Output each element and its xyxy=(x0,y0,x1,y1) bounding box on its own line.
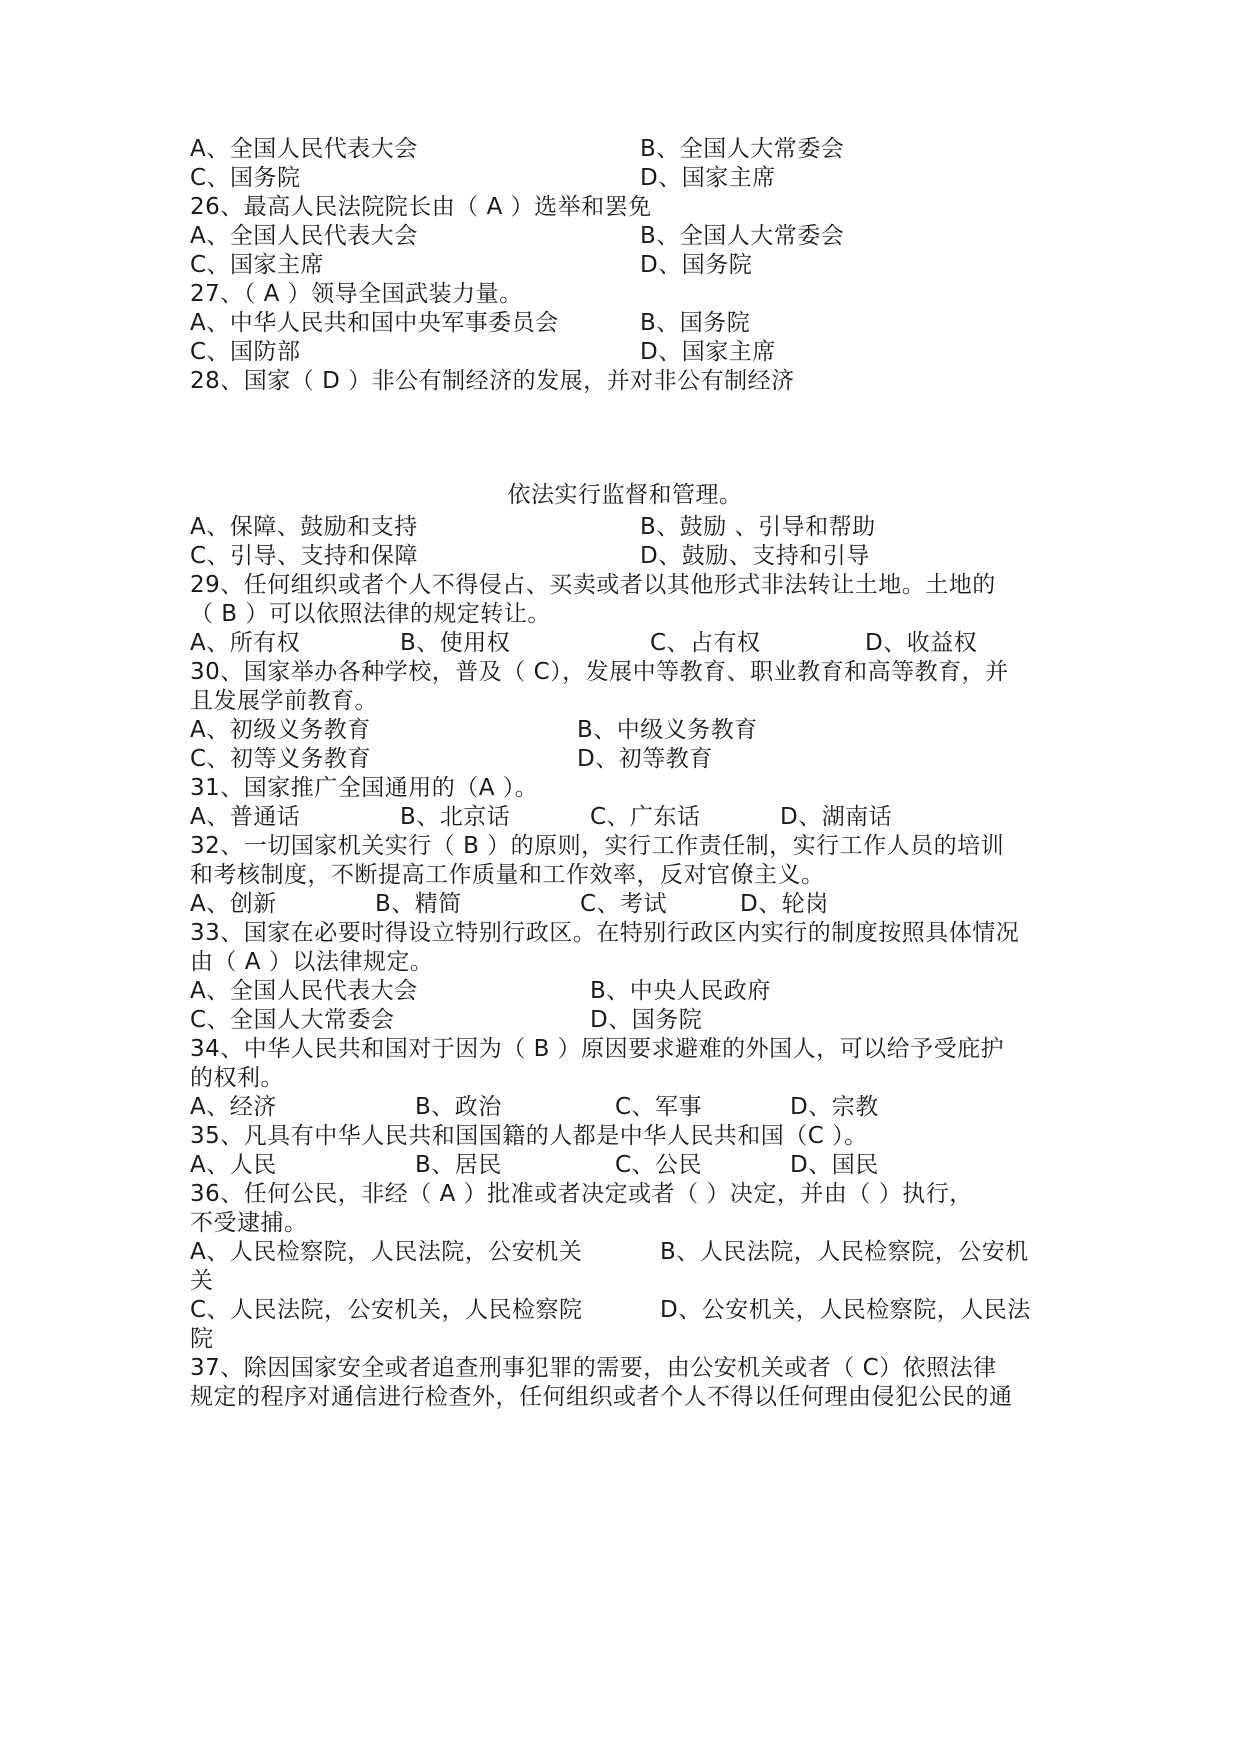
option-text: C、人民法院，公安机关，人民检察院 xyxy=(190,1297,583,1323)
text-line xyxy=(190,859,1060,891)
text-line xyxy=(190,801,1060,833)
text-line xyxy=(190,598,1060,630)
question-text: （ B ）可以依照法律的规定转让。 xyxy=(190,601,551,627)
text-line xyxy=(190,685,1060,717)
option-text: A、人民检察院，人民法院，公安机关 xyxy=(190,1239,583,1265)
option-text: B、中级义务教育 xyxy=(577,717,758,743)
option-text: A、全国人民代表大会 xyxy=(190,978,418,1004)
text-line xyxy=(190,975,1060,1007)
option-text: B、全国人大常委会 xyxy=(640,223,845,249)
option-text: C、广东话 xyxy=(590,804,701,830)
question-text: 26、最高人民法院院长由（ A ）选举和罢免 xyxy=(190,194,652,220)
option-text: A、创新 xyxy=(190,891,277,917)
text-line xyxy=(190,1207,1060,1239)
continuation-line xyxy=(190,479,1060,511)
text-line xyxy=(190,1033,1060,1065)
option-text: C、军事 xyxy=(615,1094,703,1120)
option-text: A、初级义务教育 xyxy=(190,717,371,743)
text-line xyxy=(190,220,1060,252)
question-text: 的权利。 xyxy=(190,1065,284,1091)
option-text: A、人民 xyxy=(190,1152,277,1178)
text-line xyxy=(190,1381,1060,1413)
text-line xyxy=(190,946,1060,978)
option-text: D、国务院 xyxy=(590,1007,703,1033)
option-text: D、初等教育 xyxy=(577,746,713,772)
text-line xyxy=(190,1149,1060,1181)
option-text: B、鼓励 、引导和帮助 xyxy=(640,514,876,540)
question-text: 不受逮捕。 xyxy=(190,1210,308,1236)
option-text: D、湖南话 xyxy=(780,804,893,830)
text-line xyxy=(190,1352,1060,1384)
option-text: D、国家主席 xyxy=(640,339,776,365)
text-line xyxy=(190,162,1060,194)
question-text: 36、任何公民，非经（ A ）批准或者决定或者（ ）决定，并由（ ）执行， xyxy=(190,1181,973,1207)
text-line xyxy=(190,1004,1060,1036)
text-line xyxy=(190,511,1060,543)
question-text: 32、一切国家机关实行（ B ）的原则，实行工作责任制，实行工作人员的培训 xyxy=(190,833,1005,859)
question-text: 27、（ A ）领导全国武装力量。 xyxy=(190,281,523,307)
option-text: D、鼓励、支持和引导 xyxy=(640,543,870,569)
text-line xyxy=(190,540,1060,572)
option-text: B、中央人民政府 xyxy=(590,978,771,1004)
text-line xyxy=(190,307,1060,339)
option-text: B、全国人大常委会 xyxy=(640,136,845,162)
text-line xyxy=(190,1091,1060,1123)
option-text: D、公安机关，人民检察院，人民法 xyxy=(660,1297,1031,1323)
question-text: 院 xyxy=(190,1326,214,1352)
option-text: D、收益权 xyxy=(865,630,978,656)
option-text: B、人民法院，人民检察院，公安机 xyxy=(660,1239,1029,1265)
question-text: 28、国家（ D ）非公有制经济的发展，并对非公有制经济 xyxy=(190,368,795,394)
question-text: 34、中华人民共和国对于因为（ B ）原因要求避难的外国人，可以给予受庇护 xyxy=(190,1036,1005,1062)
question-text: 且发展学前教育。 xyxy=(190,688,378,714)
option-text: B、北京话 xyxy=(400,804,511,830)
text-line xyxy=(190,830,1060,862)
option-text: C、国防部 xyxy=(190,339,301,365)
text-line xyxy=(190,1265,1060,1297)
text-line xyxy=(190,743,1060,775)
option-text: D、国民 xyxy=(790,1152,879,1178)
option-text: C、国务院 xyxy=(190,165,301,191)
option-text: D、轮岗 xyxy=(740,891,829,917)
option-text: C、考试 xyxy=(580,891,668,917)
text-line xyxy=(190,1120,1060,1152)
question-text: 29、任何组织或者个人不得侵占、买卖或者以其他形式非法转让土地。土地的 xyxy=(190,572,996,598)
text-line xyxy=(190,1294,1060,1326)
option-text: D、宗教 xyxy=(790,1094,879,1120)
text-line xyxy=(190,569,1060,601)
option-text: C、引导、支持和保障 xyxy=(190,543,419,569)
option-text: A、经济 xyxy=(190,1094,277,1120)
text-line xyxy=(190,1323,1060,1355)
question-text: 30、国家举办各种学校，普及（ C），发展中等教育、职业教育和高等教育，并 xyxy=(190,659,1009,685)
question-text: 35、凡具有中华人民共和国国籍的人都是中华人民共和国（C ）。 xyxy=(190,1123,868,1149)
text-line xyxy=(190,1236,1060,1268)
text-line xyxy=(190,714,1060,746)
option-text: C、初等义务教育 xyxy=(190,746,372,772)
option-text: B、居民 xyxy=(415,1152,502,1178)
question-text: 33、国家在必要时得设立特别行政区。在特别行政区内实行的制度按照具体情况 xyxy=(190,920,1020,946)
option-text: A、全国人民代表大会 xyxy=(190,223,418,249)
option-text: B、政治 xyxy=(415,1094,502,1120)
question-text: 关 xyxy=(190,1268,214,1294)
text-line xyxy=(190,888,1060,920)
option-text: A、所有权 xyxy=(190,630,301,656)
question-text: 和考核制度，不断提高工作质量和工作效率，反对官僚主义。 xyxy=(190,862,825,888)
option-text: C、国家主席 xyxy=(190,252,325,278)
option-text: C、全国人大常委会 xyxy=(190,1007,395,1033)
text-line xyxy=(190,365,1060,397)
option-text: D、国家主席 xyxy=(640,165,776,191)
question-text: 规定的程序对通信进行检查外，任何组织或者个人不得以任何理由侵犯公民的通 xyxy=(190,1384,1013,1410)
text-line xyxy=(190,917,1060,949)
option-text: B、精简 xyxy=(375,891,462,917)
text-line xyxy=(190,278,1060,310)
option-text: B、使用权 xyxy=(400,630,511,656)
option-text: A、中华人民共和国中央军事委员会 xyxy=(190,310,559,336)
text-line xyxy=(190,772,1060,804)
text-line xyxy=(190,133,1060,165)
option-text: A、全国人民代表大会 xyxy=(190,136,418,162)
option-text: C、公民 xyxy=(615,1152,703,1178)
option-text: A、普通话 xyxy=(190,804,301,830)
text-line xyxy=(190,1178,1060,1210)
option-text: C、占有权 xyxy=(650,630,761,656)
continuation-text: 依法实行监督和管理。 xyxy=(507,482,743,508)
text-line xyxy=(190,656,1060,688)
text-line xyxy=(190,336,1060,368)
option-text: A、保障、鼓励和支持 xyxy=(190,514,418,540)
text-line xyxy=(190,627,1060,659)
question-text: 37、除因国家安全或者追查刑事犯罪的需要，由公安机关或者（ C）依照法律 xyxy=(190,1355,997,1381)
text-line xyxy=(190,191,1060,223)
text-line xyxy=(190,249,1060,281)
text-line xyxy=(190,1062,1060,1094)
option-text: B、国务院 xyxy=(640,310,751,336)
question-text: 由（ A ）以法律规定。 xyxy=(190,949,434,975)
question-text: 31、国家推广全国通用的（A ）。 xyxy=(190,775,539,801)
option-text: D、国务院 xyxy=(640,252,753,278)
